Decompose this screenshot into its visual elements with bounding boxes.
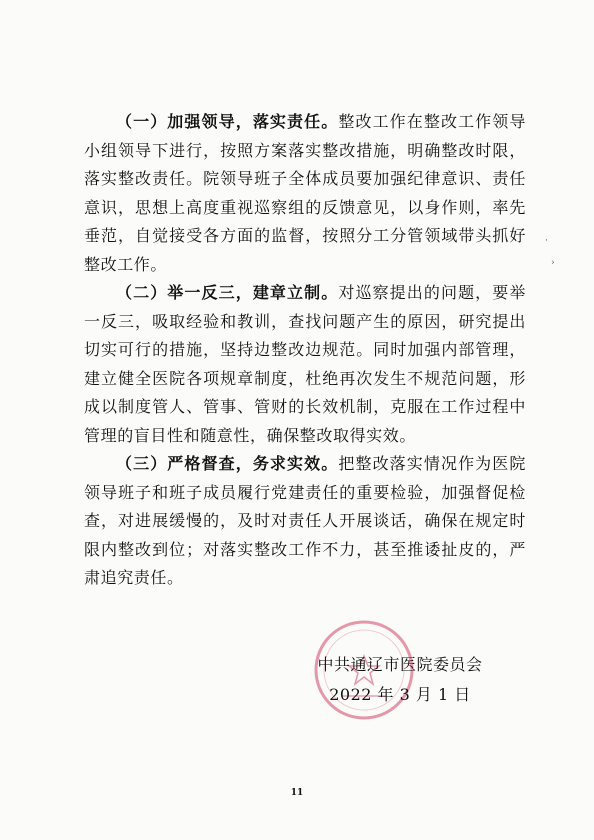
signing-date: 2022 年 3 月 1 日 <box>329 685 471 704</box>
paragraph-2-text: 对巡察提出的问题，要举一反三，吸取经验和教训，查找问题产生的原因，研究提出切实可行的措施，坚持边整改边规范。同时加强内部管理，建立健全医院各项规章制度，杜绝再次发生不规范问题，形成以制度管人、管事、管财的长效机制，克服在工作过程中管理的盲目性和随意性，确保整改取得实效。 <box>84 283 526 445</box>
page-number: 11 <box>290 788 304 798</box>
paragraph-2-heading: （二）举一反三，建章立制。 <box>116 283 339 302</box>
binding-hole-marks: · › <box>545 236 555 268</box>
paragraph-3 <box>84 450 526 593</box>
signing-organization: 中共通辽市医院委员会 <box>317 655 483 674</box>
document-body <box>84 108 526 593</box>
paragraph-3-heading: （三）严格督查，务求实效。 <box>116 454 339 473</box>
paragraph-2 <box>84 279 526 450</box>
paragraph-1-text: 整改工作在整改工作领导小组领导下进行，按照方案落实整改措施，明确整改时限，落实整改责任。院领导班子全体成员要加强纪律意识、责任意识，思想上高度重视巡察组的反馈意见，以身作则，率先垂范，自觉接受各方面的监督，按照分工分管领域带头抓好整改工作。 <box>84 112 526 274</box>
signature-block <box>300 650 500 710</box>
paragraph-1-heading: （一）加强领导，落实责任。 <box>116 112 339 131</box>
paragraph-1 <box>84 108 526 279</box>
paragraph-3-text: 把整改落实情况作为医院领导班子和班子成员履行党建责任的重要检验，加强督促检查，对进展缓慢的，及时对责任人开展谈话，确保在规定时限内整改到位；对落实整改工作不力，甚至推诿扯皮的，严肃追究责任。 <box>84 454 526 587</box>
